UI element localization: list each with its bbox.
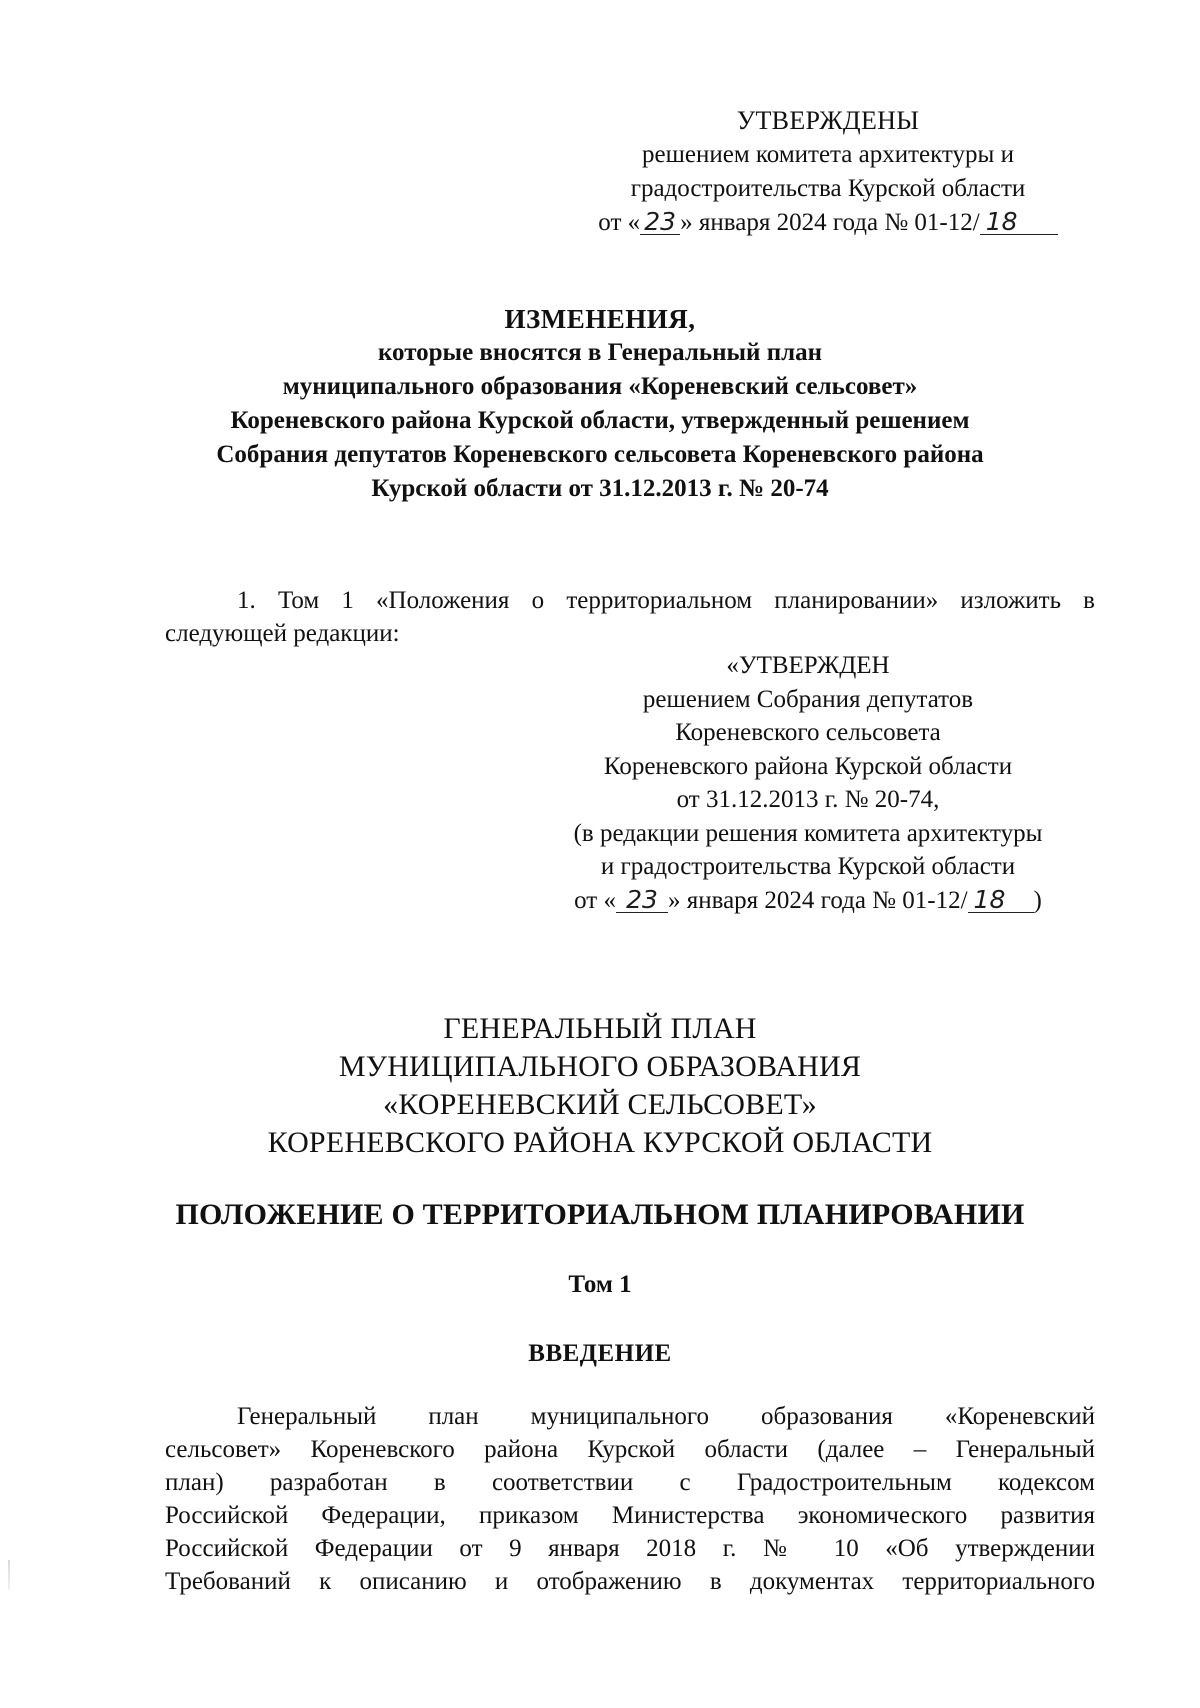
intro-line-3: план) разработан в соответствии с Градостроительным кодексом <box>165 1469 1095 1496</box>
heading-volume: Том 1 <box>568 1271 632 1298</box>
approval-title: УТВЕРЖДЕНЫ <box>736 106 920 135</box>
general-plan-title-line-4: КОРЕНЕВСКОГО РАЙОНА КУРСКОЙ ОБЛАСТИ <box>267 1126 933 1159</box>
inner-date-prefix: от « <box>574 886 616 914</box>
inner-date-suffix: ) <box>1033 886 1042 914</box>
changes-line-5: Курской области от 31.12.2013 г. № 20-74 <box>371 475 829 502</box>
handwritten-day: 23 <box>640 210 680 235</box>
inner-date-mid: » января 2024 года № 01-12/ <box>667 886 968 914</box>
changes-line-2: муниципального образования «Кореневский сельсовет» <box>282 373 918 400</box>
inner-approval-title: «УТВЕРЖДЕН <box>726 652 890 679</box>
approval-block-inner <box>528 649 1088 917</box>
item-1-paragraph <box>165 584 1095 650</box>
heading-introduction: ВВЕДЕНИЕ <box>528 1340 672 1367</box>
inner-approval-line-2: Кореневского сельсовета <box>675 719 941 746</box>
inner-approval-line-4: от 31.12.2013 г. № 20-74, <box>676 786 940 813</box>
item-1-line-1: 1. Том 1 «Положения о территориальном планировании» изложить в <box>237 587 1095 614</box>
changes-line-3: Кореневского района Курской области, утвержденный решением <box>230 407 970 434</box>
approval-block-top <box>578 104 1078 240</box>
approval-date-mid: » января 2024 года № 01-12/ <box>680 209 980 236</box>
general-plan-title-line-2: МУНИЦИПАЛЬНОГО ОБРАЗОВАНИЯ <box>338 1050 862 1083</box>
scan-margin-mark <box>8 1560 10 1590</box>
inner-approval-date-line <box>528 884 1088 918</box>
changes-line-4: Собрания депутатов Кореневского сельсовета Кореневского района <box>216 441 984 468</box>
inner-approval-line-6: и градостроительства Курской области <box>600 853 1016 880</box>
inner-approval-line-1: решением Собрания депутатов <box>642 685 974 713</box>
changes-heading-block <box>130 302 1070 506</box>
intro-line-1: Генеральный план муниципального образования «Кореневский <box>237 1403 1095 1430</box>
general-plan-title-line-1: ГЕНЕРАЛЬНЫЙ ПЛАН <box>443 1012 757 1045</box>
changes-title: ИЗМЕНЕНИЯ, <box>504 304 696 334</box>
inner-approval-line-3: Кореневского района Курской области <box>603 752 1013 780</box>
general-plan-title-line-3: «КОРЕНЕВСКИЙ СЕЛЬСОВЕТ» <box>383 1088 817 1121</box>
approval-date-prefix: от « <box>598 209 641 236</box>
intro-line-4: Российской Федерации, приказом Министерства экономического развития <box>165 1502 1095 1529</box>
handwritten-day-inner: 23 <box>616 888 668 913</box>
item-1-line-2: следующей редакции: <box>165 620 400 647</box>
approval-line-1: решением комитета архитектуры и <box>642 141 1014 168</box>
intro-line-2: сельсовет» Кореневского района Курской области (далее – Генеральный <box>165 1436 1095 1463</box>
intro-line-5: Российской Федерации от 9 января 2018 г. № 10 «Об утверждении <box>165 1535 1095 1562</box>
approval-date-line <box>578 206 1078 240</box>
heading-polozhenie: ПОЛОЖЕНИЕ О ТЕРРИТОРИАЛЬНОМ ПЛАНИРОВАНИИ <box>175 1198 1025 1231</box>
general-plan-title <box>120 1010 1080 1162</box>
handwritten-number-inner: 18 <box>968 888 1034 913</box>
inner-approval-line-5: (в редакции решения комитета архитектуры <box>573 819 1043 847</box>
changes-line-1: которые вносятся в Генеральный план <box>377 339 823 366</box>
handwritten-number: 18 <box>980 210 1058 235</box>
introduction-paragraph <box>165 1400 1095 1598</box>
approval-line-2: градостроительства Курской области <box>630 175 1026 202</box>
intro-line-6: Требований к описанию и отображению в документах территориального <box>165 1568 1095 1595</box>
